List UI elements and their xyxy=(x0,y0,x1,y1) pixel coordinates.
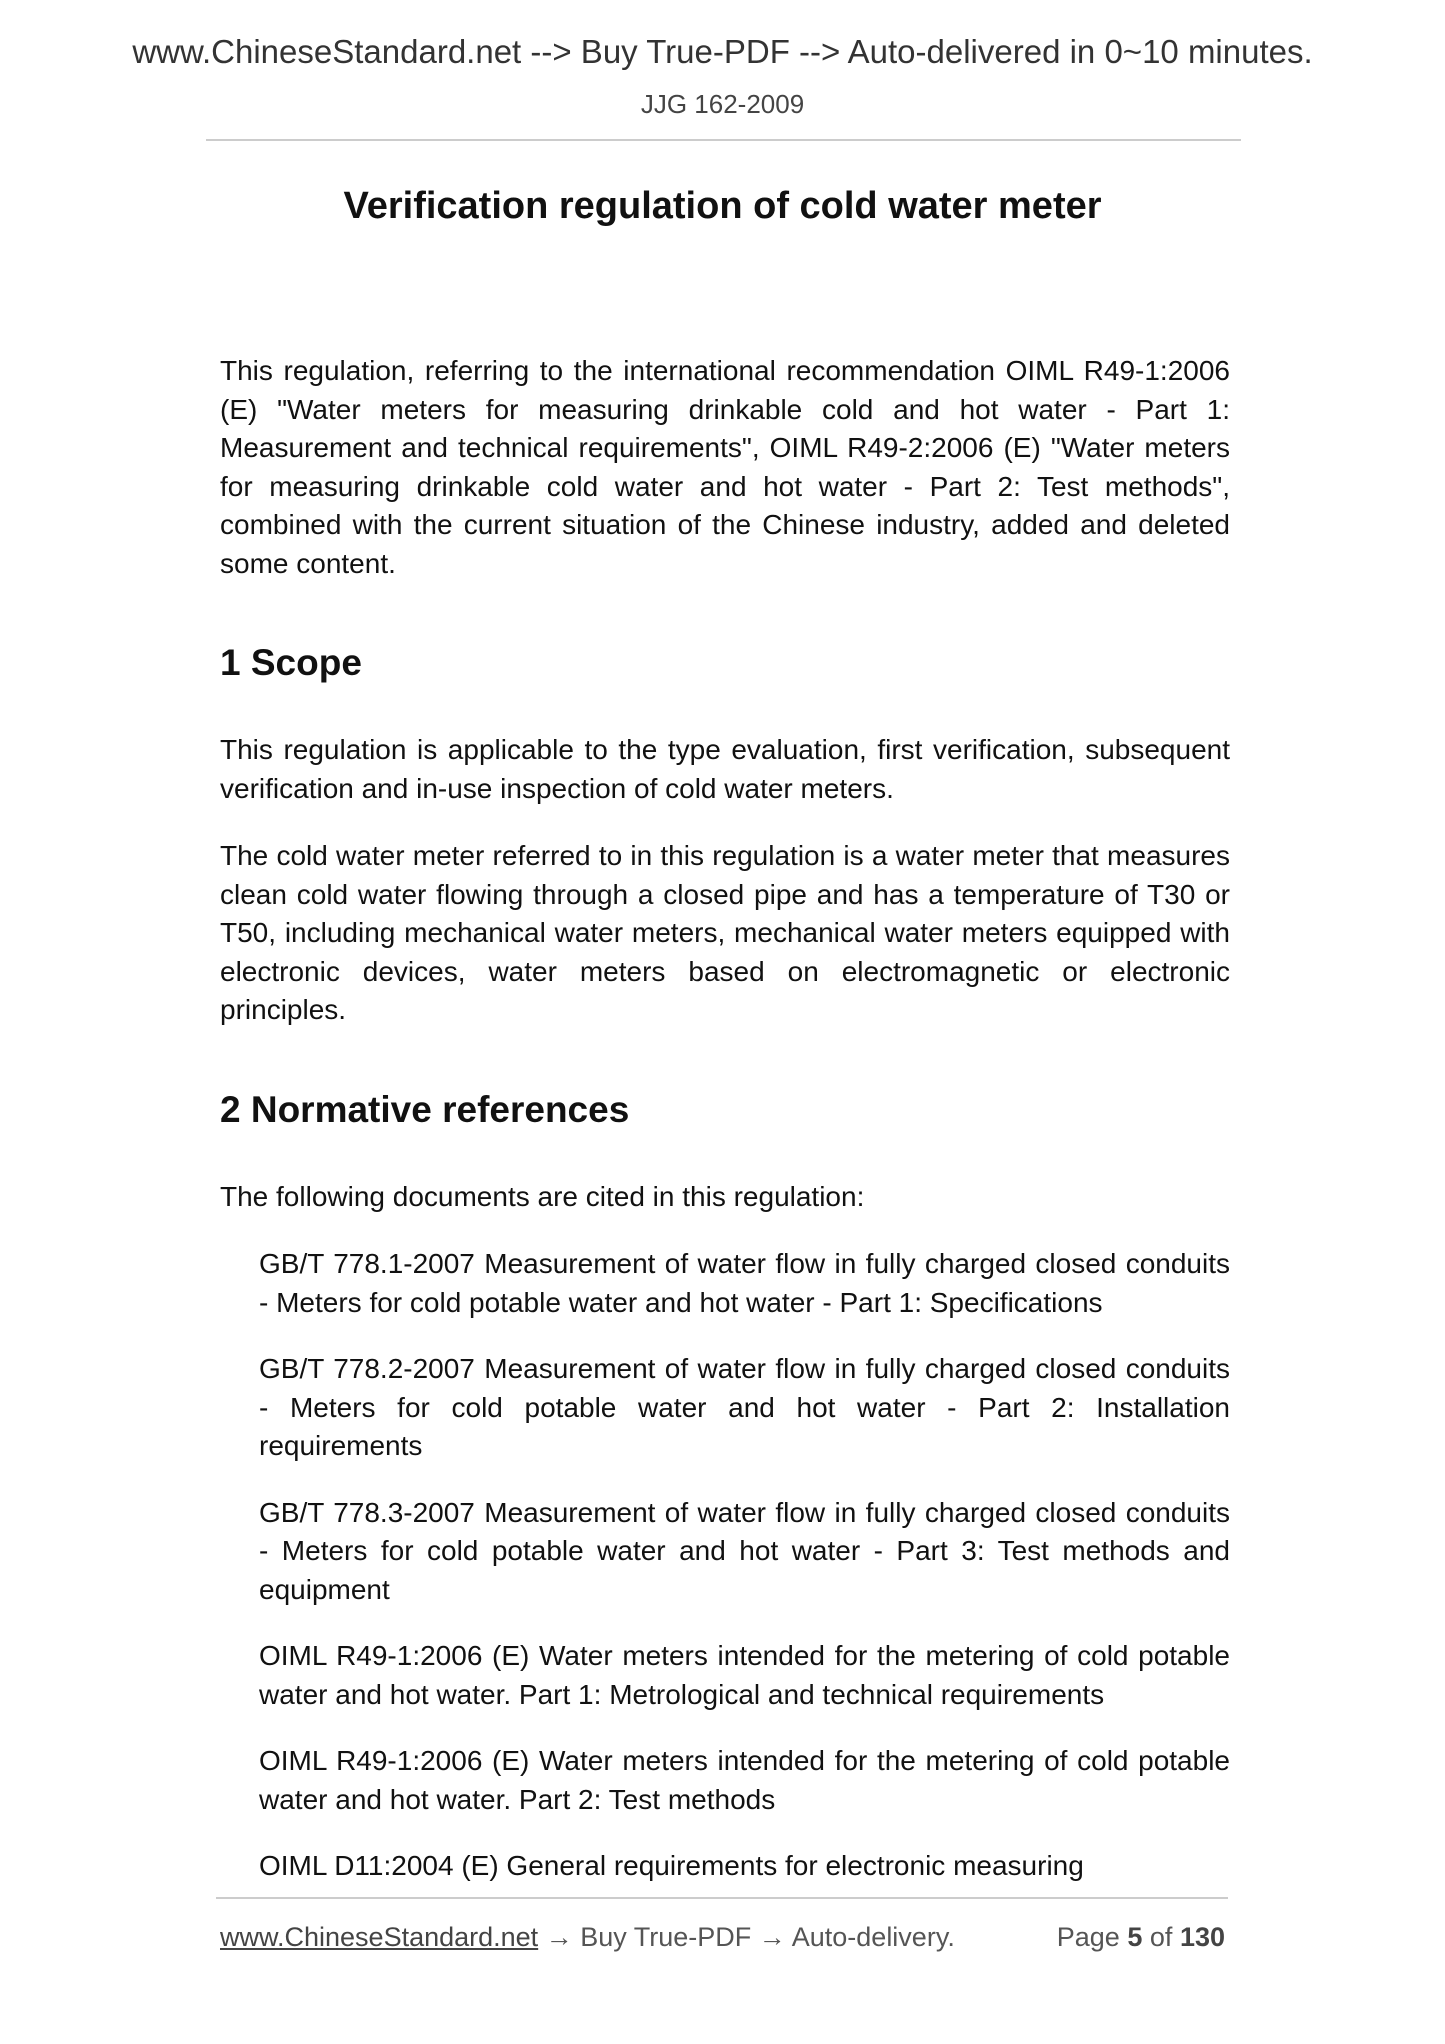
page-counter xyxy=(1057,1917,1225,1957)
footer-site-link[interactable]: www.ChineseStandard.net xyxy=(220,1922,539,1952)
scope-paragraph-2: The cold water meter referred to in this regulation is a water meter that measures clean cold water flowing through a closed pipe and has a temperature of T30 or T50, including mechanical water meters, mechanical water meters equipped with electronic devices, water meters based on electromagnetic or electronic principles. xyxy=(220,840,1230,1025)
reference-item: GB/T 778.3-2007 Measurement of water flow in fully charged closed conduits - Meters for cold potable water and hot water - Part 3: Test methods and equipment xyxy=(259,1496,1230,1605)
reference-list xyxy=(220,1245,1230,1886)
page-footer xyxy=(220,1917,1225,1957)
reference-item: OIML R49-1:2006 (E) Water meters intended for the metering of cold potable water and hot water. Part 1: Metrological and technical requirements xyxy=(259,1640,1230,1710)
reference-item: GB/T 778.1-2007 Measurement of water flow in fully charged closed conduits - Meters for cold potable water and hot water - Part 1: Specifications xyxy=(259,1248,1230,1318)
references-intro: The following documents are cited in this regulation: xyxy=(220,1180,865,1212)
reference-item: OIML R49-1:2006 (E) Water meters intended for the metering of cold potable water and hot water. Part 2: Test methods xyxy=(259,1745,1230,1815)
header-divider xyxy=(206,139,1241,141)
document-code: JJG 162-2009 xyxy=(640,89,805,119)
section-heading-scope: 1 Scope xyxy=(220,642,362,683)
document-body xyxy=(220,352,1230,1914)
footer-promo xyxy=(220,1917,955,1957)
section-heading-normative-references: 2 Normative references xyxy=(220,1088,630,1130)
of-label: of xyxy=(1149,1922,1173,1952)
page-title: Verification regulation of cold water meter xyxy=(343,185,1102,227)
page-label: Page xyxy=(1056,1922,1120,1952)
footer-divider xyxy=(216,1897,1228,1899)
top-banner: www.ChineseStandard.net --> Buy True-PDF --> Auto-delivered in 0~10 minutes. xyxy=(132,33,1313,70)
total-pages: 130 xyxy=(1179,1922,1225,1952)
reference-item: OIML D11:2004 (E) General requirements for electronic measuring xyxy=(259,1850,1084,1881)
page-number: 5 xyxy=(1127,1922,1143,1952)
footer-buy-text: → Buy True-PDF → Auto-delivery. xyxy=(538,1922,955,1952)
reference-item: GB/T 778.2-2007 Measurement of water flow in fully charged closed conduits - Meters for cold potable water and hot water - Part 2: Installation requirements xyxy=(259,1353,1230,1461)
scope-paragraph-1: This regulation is applicable to the type evaluation, first verification, subsequent verification and in-use inspection of cold water meters. xyxy=(220,734,1230,804)
intro-paragraph: This regulation, referring to the international recommendation OIML R49-1:2006 (E) "Water meters for measuring drinkable cold and hot water - Part 1: Measurement and technical requirements", OIML R49-2:2006 (E) "Water meters for measuring drinkable cold water and hot water - Part 2: Test methods", combined with the current situation of the Chinese industry, added and deleted some content. xyxy=(220,355,1230,579)
